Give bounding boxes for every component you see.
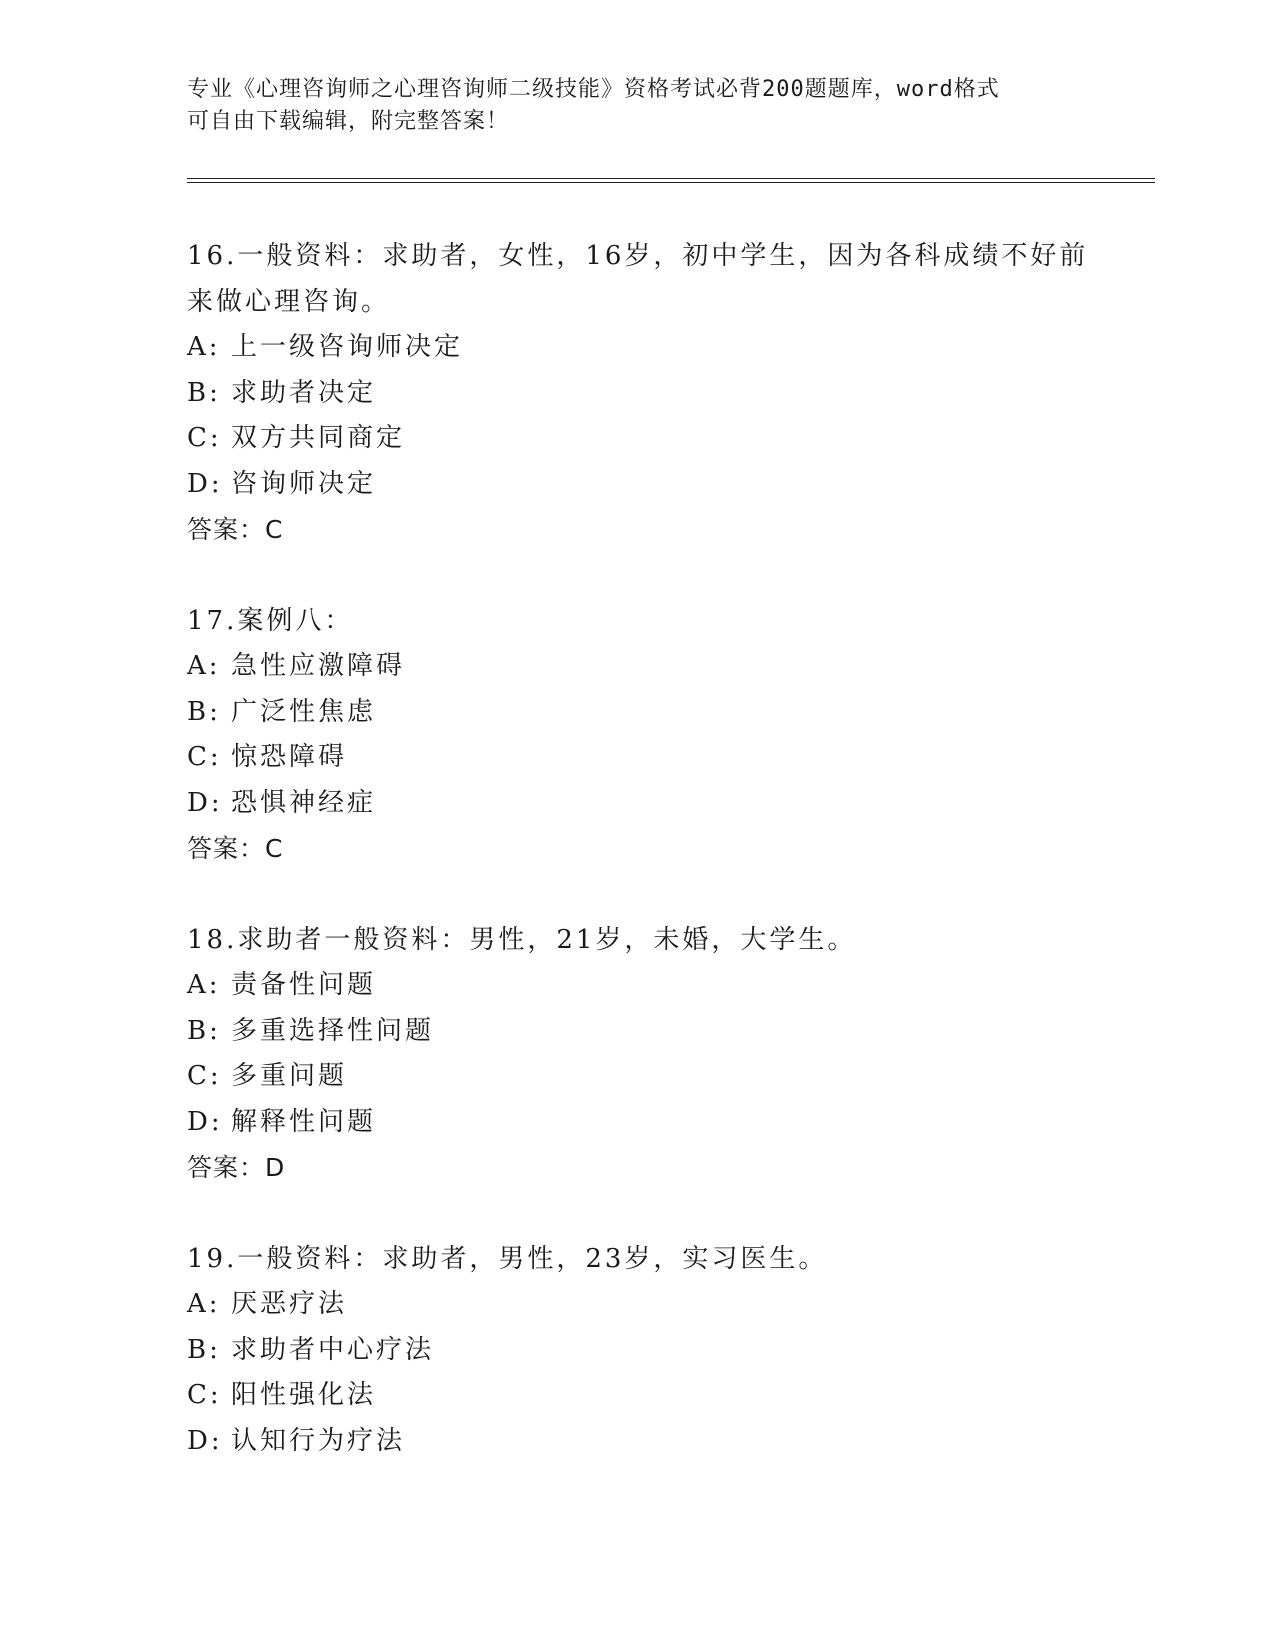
option-letter: B: — [187, 1015, 221, 1046]
answer-line: 答案：C — [187, 834, 284, 863]
option-b — [187, 371, 1107, 417]
option-text: 求助者决定 — [231, 377, 377, 408]
option-text: 急性应激障碍 — [231, 651, 406, 681]
option-a — [187, 644, 1107, 690]
question-19 — [187, 1237, 1107, 1465]
option-c — [187, 1054, 1107, 1100]
option-letter: D: — [187, 787, 223, 818]
question-text: 19.一般资料：求助者，男性，23岁，实习医生。 — [187, 1243, 828, 1274]
option-letter: B: — [187, 377, 221, 408]
option-c — [187, 416, 1107, 462]
option-b — [187, 1328, 1107, 1374]
option-letter: D: — [187, 1425, 223, 1456]
option-a — [187, 963, 1107, 1009]
option-text: 认知行为疗法 — [231, 1425, 406, 1456]
option-text: 厌恶疗法 — [231, 1289, 348, 1319]
option-text: 恐惧神经症 — [231, 787, 377, 818]
option-d — [187, 1100, 1107, 1146]
header-divider — [187, 178, 1155, 183]
question-17 — [187, 599, 1107, 872]
option-letter: D: — [187, 468, 223, 499]
option-d — [187, 462, 1107, 508]
answer-line: 答案：C — [187, 515, 284, 544]
document-header — [187, 74, 1087, 138]
option-letter: A: — [187, 332, 221, 362]
answer-line: 答案：D — [187, 1153, 286, 1182]
option-text: 解释性问题 — [231, 1106, 377, 1137]
option-letter: C: — [187, 1380, 222, 1410]
option-text: 上一级咨询师决定 — [231, 332, 464, 362]
question-list — [187, 234, 1107, 1510]
option-letter: D: — [187, 1106, 223, 1137]
option-a — [187, 1282, 1107, 1328]
option-text: 责备性问题 — [231, 970, 377, 1000]
option-text: 多重选择性问题 — [231, 1015, 435, 1046]
option-d — [187, 781, 1107, 827]
option-letter: C: — [187, 423, 222, 453]
header-line-2: 可自由下载编辑，附完整答案！ — [187, 109, 510, 134]
question-text: 16.一般资料：求助者，女性，16岁，初中学生，因为各科成绩不好前 — [187, 241, 1089, 271]
question-18 — [187, 918, 1107, 1191]
option-letter: C: — [187, 1061, 222, 1091]
question-text: 18.求助者一般资料：男性，21岁，未婚，大学生。 — [187, 924, 857, 955]
option-c — [187, 1373, 1107, 1419]
option-text: 双方共同商定 — [231, 423, 406, 453]
option-c — [187, 735, 1107, 781]
question-text: 来做心理咨询。 — [187, 286, 391, 317]
option-letter: C: — [187, 742, 222, 772]
option-text: 广泛性焦虑 — [231, 696, 377, 727]
option-text: 咨询师决定 — [231, 468, 377, 499]
option-text: 求助者中心疗法 — [231, 1334, 435, 1365]
option-letter: A: — [187, 1289, 221, 1319]
option-b — [187, 690, 1107, 736]
option-text: 阳性强化法 — [231, 1380, 377, 1410]
question-16 — [187, 234, 1107, 553]
question-text: 17.案例八： — [187, 605, 354, 636]
option-b — [187, 1009, 1107, 1055]
option-text: 多重问题 — [231, 1061, 348, 1091]
option-text: 惊恐障碍 — [231, 742, 348, 772]
option-letter: A: — [187, 651, 221, 681]
option-a — [187, 325, 1107, 371]
option-letter: B: — [187, 696, 221, 727]
header-line-1: 专业《心理咨询师之心理咨询师二级技能》资格考试必背200题题库，word格式 — [187, 77, 1000, 102]
option-d — [187, 1419, 1107, 1465]
option-letter: B: — [187, 1334, 221, 1365]
option-letter: A: — [187, 970, 221, 1000]
